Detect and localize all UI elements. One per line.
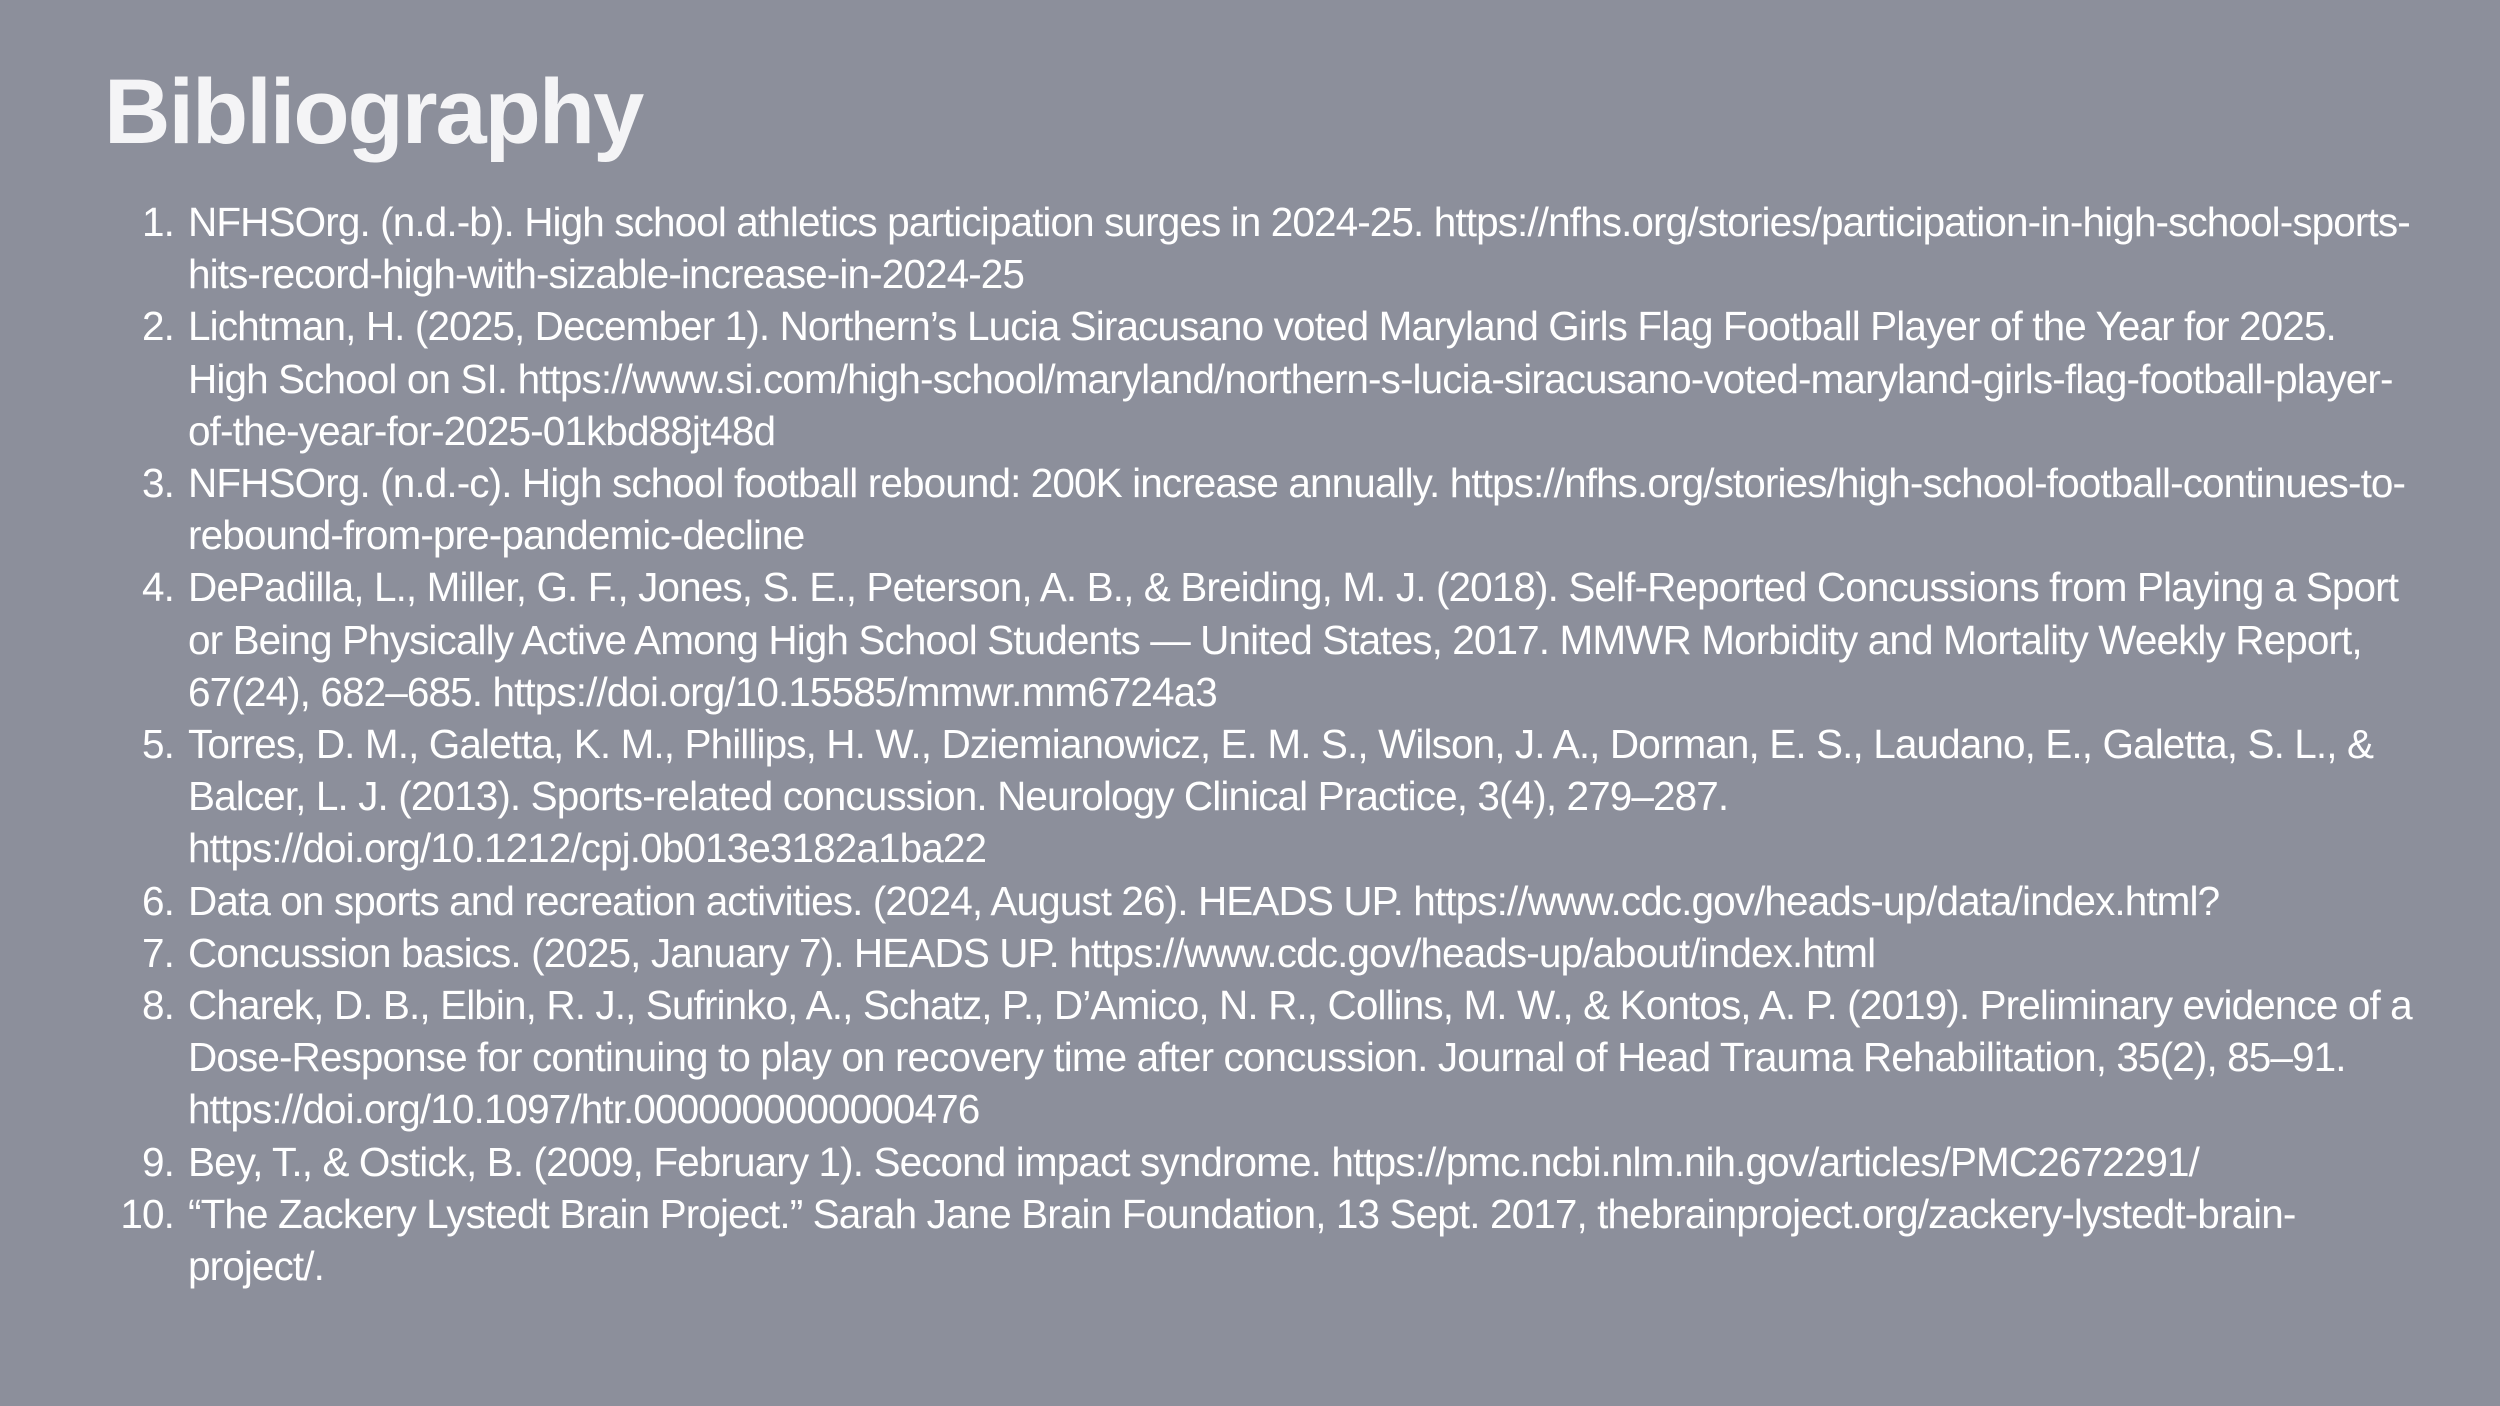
- reference-number: 10.: [120, 1190, 174, 1237]
- reference-text: Data on sports and recreation activities. (2024, August 26). HEADS UP. https://www.cdc.gov/heads-up/data/index.html?: [188, 877, 2220, 924]
- reference-item-8: [142, 979, 2423, 1136]
- reference-number: 5.: [142, 721, 174, 768]
- reference-item-2: [142, 300, 2423, 457]
- reference-text: “The Zackery Lystedt Brain Project.” Sarah Jane Brain Foundation, 13 Sept. 2017, thebrainproject.org/zackery-lystedt-brain-project/.: [188, 1190, 2296, 1290]
- reference-number: 7.: [142, 929, 174, 976]
- reference-number: 9.: [142, 1138, 174, 1185]
- reference-item-1: [142, 196, 2423, 300]
- reference-text: Torres, D. M., Galetta, K. M., Phillips, H. W., Dziemianowicz, E. M. S., Wilson, J. A., Dorman, E. S., Laudano, E., Galetta, S. L., & Balcer, L. J. (2013). Sports-related concussion. Neurology Clinical Practice, 3(4), 279–287. https://doi.org/10.1212/cpj.0b013e3182a1ba22: [188, 721, 2374, 872]
- reference-number: 1.: [142, 199, 174, 245]
- reference-number: 6.: [142, 877, 174, 924]
- reference-text: Concussion basics. (2025, January 7). HEADS UP. https://www.cdc.gov/heads-up/about/index.html: [188, 929, 1876, 976]
- reference-text: NFHSOrg. (n.d.-b). High school athletics participation surges in 2024-25. https://nfhs.org/stories/participation-in-high-school-sports-hits-record-high-with-sizable-increase-in-2024-25: [188, 199, 2410, 298]
- reference-item-5: [142, 718, 2423, 875]
- reference-item-7: [142, 927, 2423, 979]
- reference-text: DePadilla, L., Miller, G. F., Jones, S. E., Peterson, A. B., & Breiding, M. J. (2018). Self-Reported Concussions from Playing a Sport or Being Physically Active Among High School Students — United States, 2017. MMWR Morbidity and Mortality Weekly Report, 67(24), 682–685. https://doi.org/10.15585/mmwr.mm6724a3: [188, 564, 2399, 715]
- reference-number: 8.: [142, 982, 174, 1029]
- reference-item-10: [120, 1188, 2423, 1292]
- reference-number: 2.: [142, 303, 174, 350]
- reference-item-6: [142, 875, 2423, 927]
- reference-item-4: [142, 561, 2423, 718]
- reference-text: Bey, T., & Ostick, B. (2009, February 1). Second impact syndrome. https://pmc.ncbi.nlm.nih.gov/articles/PMC2672291/: [188, 1138, 2199, 1185]
- reference-text: Charek, D. B., Elbin, R. J., Sufrinko, A., Schatz, P., D’Amico, N. R., Collins, M. W., & Kontos, A. P. (2019). Preliminary evidence of a Dose-Response for continuing to play on recovery time after concussion. Journal of Head Trauma Rehabilitation, 35(2), 85–91. https://doi.org/10.1097/htr.0000000000000476: [188, 982, 2412, 1133]
- reference-text: NFHSOrg. (n.d.-c). High school football rebound: 200K increase annually. https://nfhs.org/stories/high-school-football-continues-to-rebound-from-pre-pandemic-decline: [188, 460, 2406, 559]
- page-title: Bibliography: [104, 61, 643, 163]
- reference-list: [120, 196, 2423, 1292]
- reference-item-9: [142, 1136, 2423, 1188]
- reference-text: Lichtman, H. (2025, December 1). Northern’s Lucia Siracusano voted Maryland Girls Flag Football Player of the Year for 2025. High School on SI. https://www.si.com/high-school/maryland/northern-s-lucia-siracusano-voted-maryland-girls-flag-football-player-of-the-year-for-2025-01kbd88jt48d: [188, 303, 2393, 454]
- reference-number: 3.: [142, 460, 174, 507]
- reference-number: 4.: [142, 564, 174, 611]
- reference-item-3: [142, 457, 2423, 561]
